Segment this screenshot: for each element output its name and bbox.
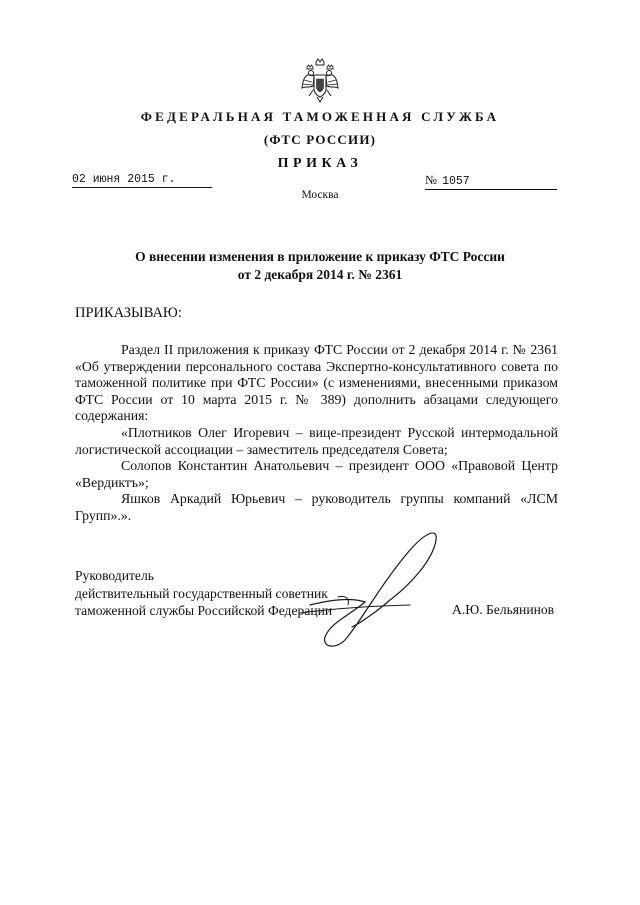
city: Москва (301, 189, 339, 201)
agency-short-name: (ФТС РОССИИ) (263, 132, 377, 147)
order-date-value: 02 июня 2015 г. (72, 173, 176, 186)
document-type: ПРИКАЗ (277, 156, 363, 171)
signatory-line-3: таможенной службы Российской Федерации (75, 603, 333, 618)
title-line-2: от 2 декабря 2014 г. № 2361 (237, 267, 403, 282)
body-paragraph: Солопов Константин Анатольевич – президент ООО «Правовой Центр «Вердиктъ»; (75, 458, 558, 490)
signatory-line-1: Руководитель (75, 568, 154, 583)
body-paragraph: Раздел II приложения к приказу ФТС России от 2 декабря 2014 г. № 2361 «Об утверждении персонального состава Экспертно-консультативного совета по таможенной политике при ФТС России» (с изменениями, внесенными приказом ФТС России от 10 марта 2015 г. № 389) дополнить абзацами следующего содержания: (75, 342, 558, 424)
body-paragraph: Яшков Аркадий Юрьевич – руководитель группы компаний «ЛСМ Групп».». (75, 491, 558, 523)
order-date (72, 173, 212, 188)
coat-of-arms-icon (300, 58, 340, 104)
order-keyword: ПРИКАЗЫВАЮ: (75, 305, 182, 321)
order-number (425, 173, 557, 190)
title-line-1: О внесении изменения в приложение к приказу ФТС России (135, 249, 505, 264)
document-body (75, 342, 558, 525)
agency-name: ФЕДЕРАЛЬНАЯ ТАМОЖЕННАЯ СЛУЖБА (140, 109, 500, 124)
number-prefix: № (425, 173, 437, 187)
body-paragraph: «Плотников Олег Игоревич – вице-президент Русской интермодальной логистической ассоциации – заместитель председателя Совета; (75, 424, 558, 457)
signatory-line-2: действительный государственный советник (75, 585, 328, 601)
order-number-value: 1057 (442, 175, 470, 188)
signatory-name: А.Ю. Бельянинов (452, 602, 555, 617)
document-title (110, 248, 530, 284)
handwritten-signature (290, 505, 480, 665)
